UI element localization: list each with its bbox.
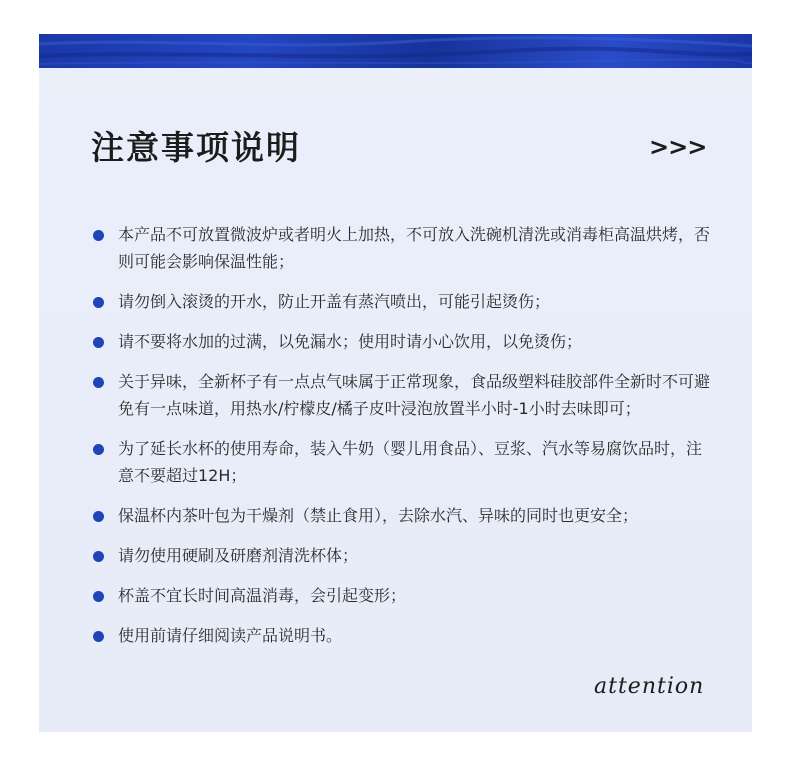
item-text: 保温杯内茶叶包为干燥剂（禁止食用），去除水汽、异味的同时也更安全；	[118, 506, 639, 525]
item-text: 使用前请仔细阅读产品说明书。	[118, 626, 343, 645]
bullet-icon	[93, 377, 104, 388]
list-item	[91, 221, 711, 275]
notice-list	[91, 221, 711, 662]
header-banner	[39, 34, 752, 68]
item-text: 本产品不可放置微波炉或者明火上加热，不可放入洗碗机清洗或消毒柜高温烘烤，否则可能会影响保温性能；	[118, 225, 711, 271]
item-text: 为了延长水杯的使用寿命，装入牛奶（婴儿用食品）、豆浆、汽水等易腐饮品时，注意不要超过12H；	[118, 439, 703, 485]
bullet-icon	[93, 230, 104, 241]
bullet-icon	[93, 444, 104, 455]
list-item	[91, 582, 711, 609]
item-text: 关于异味，全新杯子有一点点气味属于正常现象，食品级塑料硅胶部件全新时不可避免有一点味道，用热水/柠檬皮/橘子皮叶浸泡放置半小时-1小时去味即可；	[118, 372, 711, 418]
list-item	[91, 502, 711, 529]
bullet-icon	[93, 297, 104, 308]
item-text: 请不要将水加的过满，以免漏水；使用时请小心饮用，以免烫伤；	[118, 332, 583, 351]
list-item	[91, 288, 711, 315]
item-text: 请勿倒入滚烫的开水，防止开盖有蒸汽喷出，可能引起烫伤；	[118, 292, 551, 311]
list-item	[91, 622, 711, 649]
notice-card	[39, 34, 752, 732]
bullet-icon	[93, 551, 104, 562]
list-item	[91, 368, 711, 422]
item-text: 请勿使用硬刷及研磨剂清洗杯体；	[118, 546, 359, 565]
item-text: 杯盖不宜长时间高温消毒，会引起变形；	[118, 586, 407, 605]
arrows-icon: >>>	[649, 133, 707, 161]
page-title: 注意事项说明	[91, 128, 301, 167]
bullet-icon	[93, 337, 104, 348]
bullet-icon	[93, 511, 104, 522]
bullet-icon	[93, 631, 104, 642]
bullet-icon	[93, 591, 104, 602]
brush-texture	[39, 34, 752, 68]
list-item	[91, 542, 711, 569]
signature-text: attention	[594, 674, 705, 699]
list-item	[91, 435, 711, 489]
list-item	[91, 328, 711, 355]
